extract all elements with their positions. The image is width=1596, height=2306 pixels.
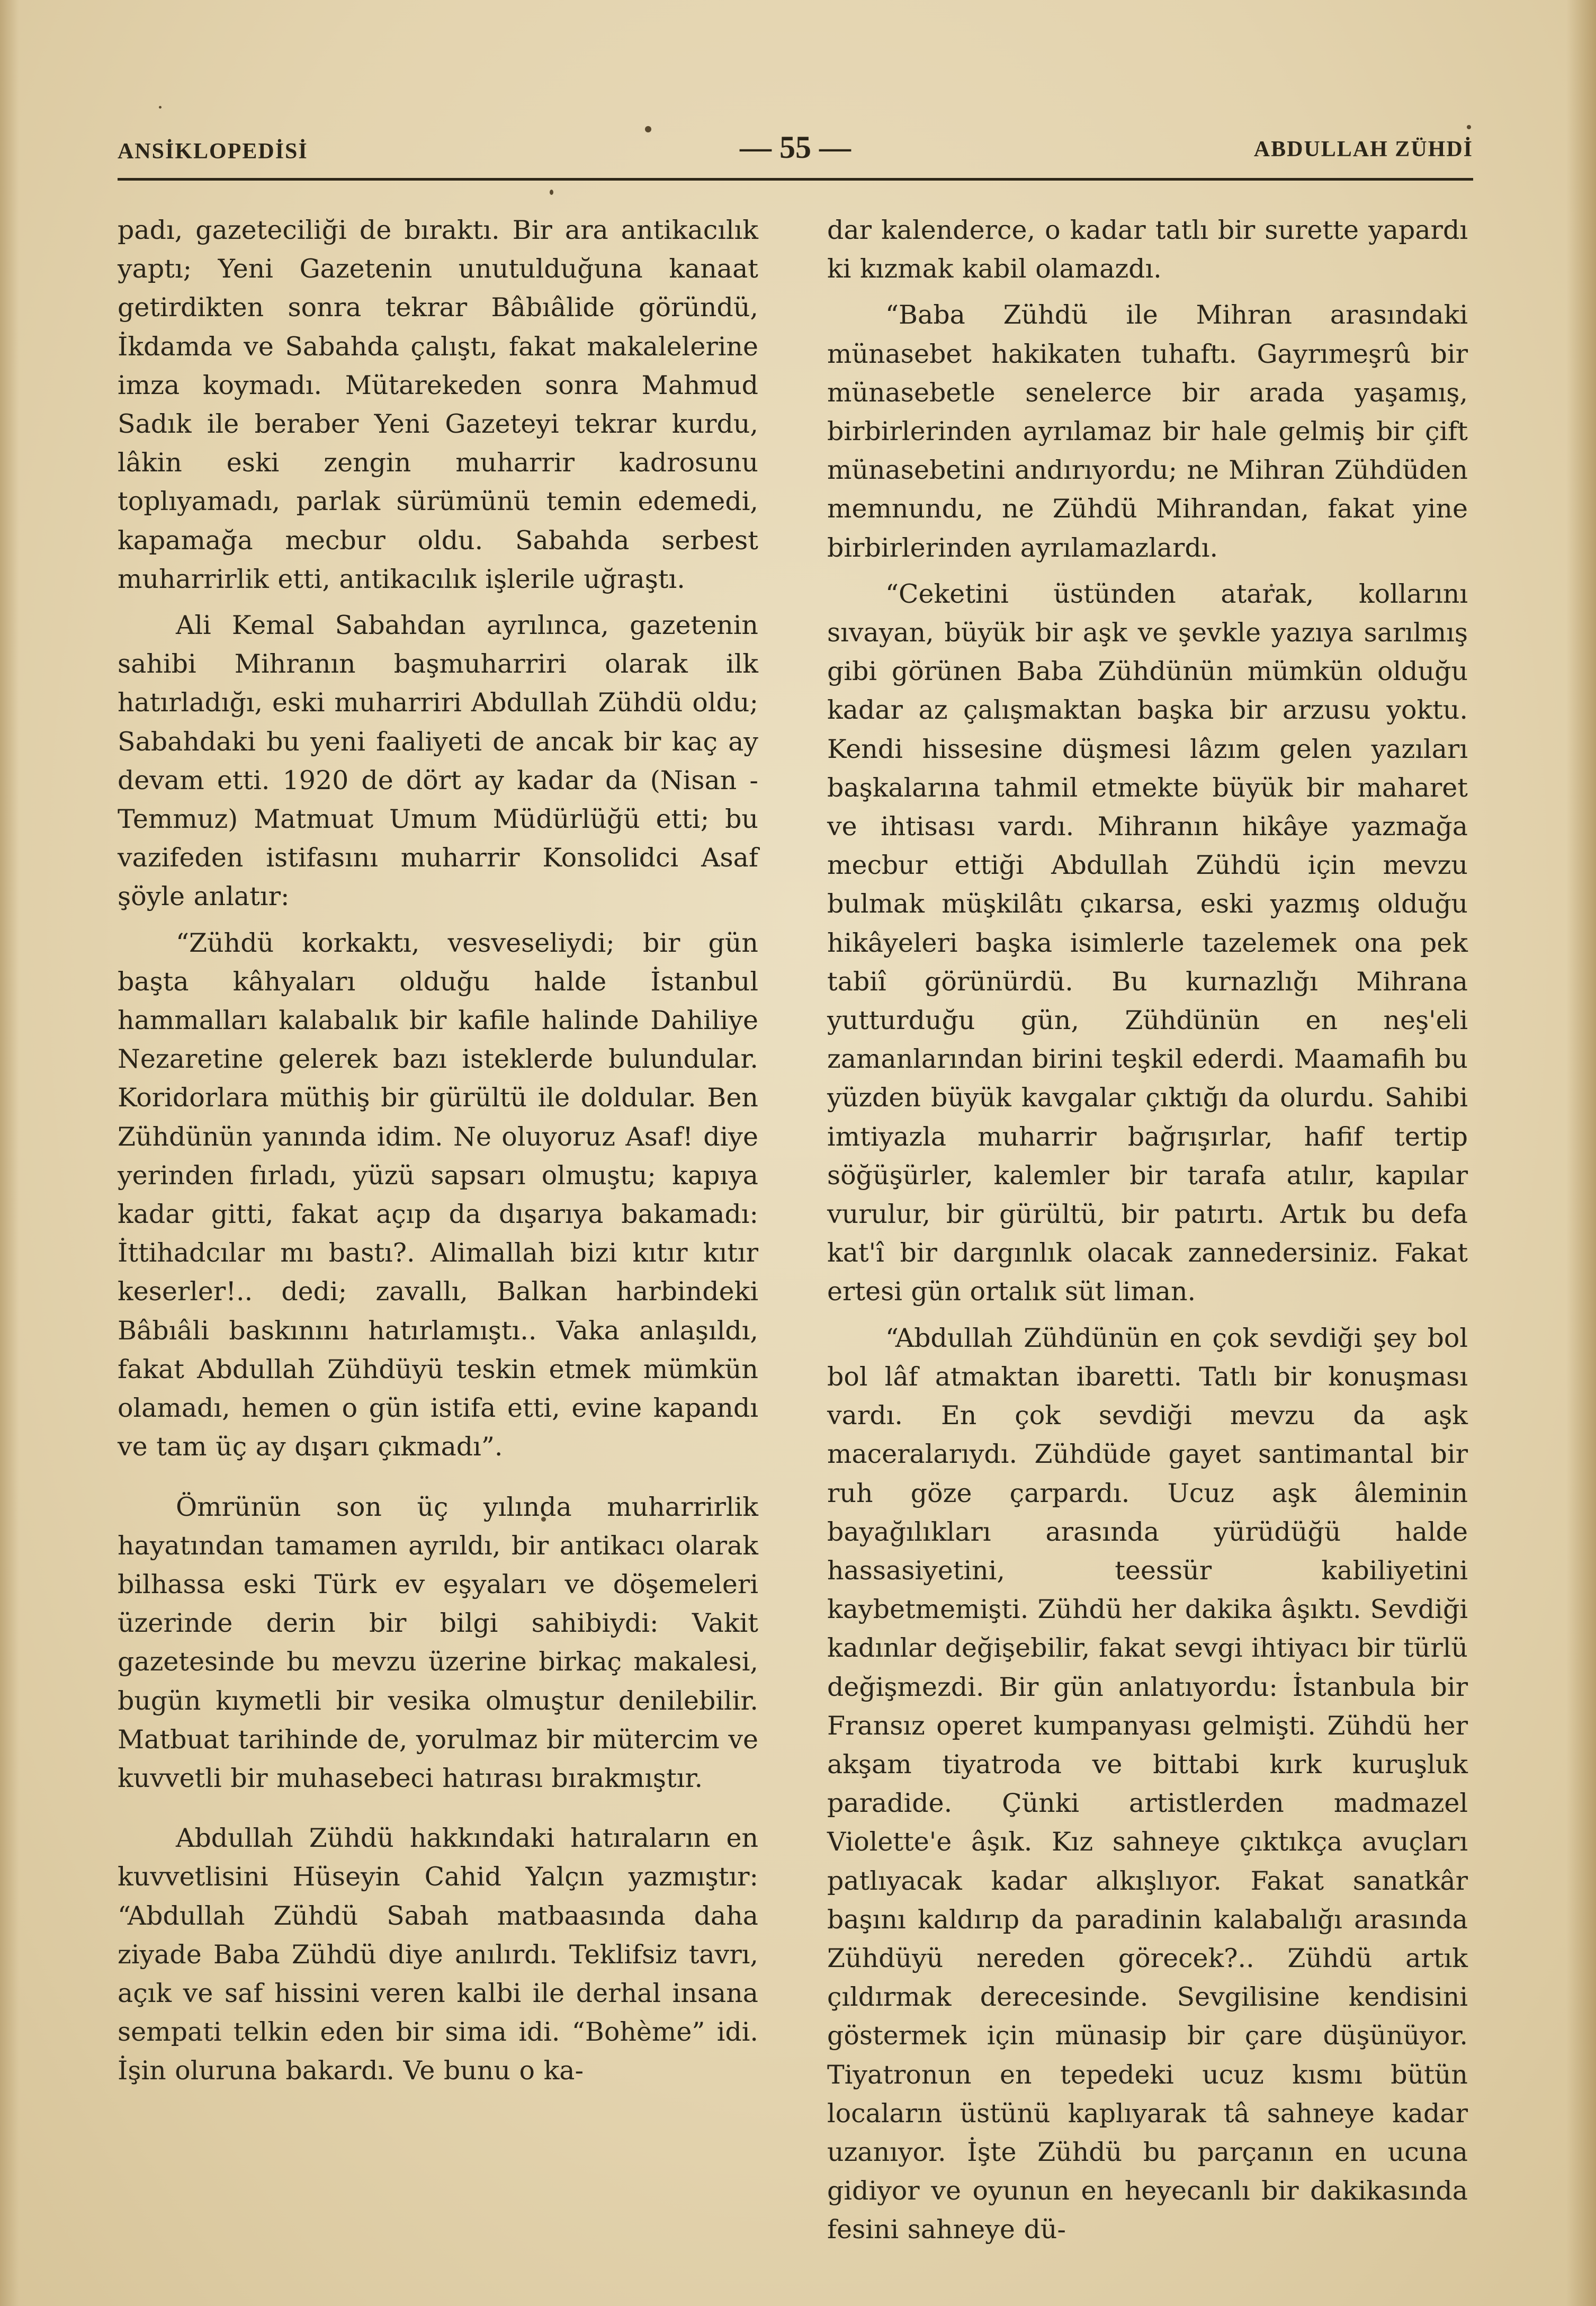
header-rule <box>118 178 1473 181</box>
page-edge-shadow-right <box>1566 0 1596 2306</box>
paragraph: Ömrünün son üç yılında muharrirlik hayatından tamamen ayrıldı, bir antikacı olarak bilhassa eski Türk ev eşyaları ve döşemeleri üzerinde derin bir bilgi sahibiydi: Vakit gazetesinde bu mevzu üzerine birkaç makalesi, bugün kıymetli bir vesika olmuştur denilebilir. Matbuat tarihinde de, yorulmaz bir mütercim ve kuvvetli bir muhasebeci hatırası bırakmıştır. <box>118 1491 758 1793</box>
quote-paragraph: “Baba Zühdü ile Mihran arasındaki münasebet hakikaten tuhaftı. Gayrımeşrû bir münasebetle senelerce bir arada yaşamış, birbirlerinden ayrılamaz bir hale gelmiş bir çift münasebetini andırıyordu; ne Mihran Zühdüden memnundu, ne Zühdü Mihrandan, fakat yine birbirlerinden ayrılamazlardı. <box>827 300 1468 563</box>
quote-paragraph: “Zühdü korkaktı, vesveseliydi; bir gün başta kâhyaları olduğu halde İstanbul hammalları kalabalık bir kafile halinde Dahiliye Nezaretine gelerek bazı isteklerde bulundular. Koridorlara müthiş bir gürültü ile doldular. Ben Zühdünün yanında idim. Ne oluyoruz Asaf! diye yerinden fırladı, yüzü sapsarı olmuştu; kapıya kadar gitti, fakat açıp da dışarıya bakamadı: İttihadcılar mı bastı?. Alimallah bizi kıtır kıtır keserler!.. dedi; zavallı, Balkan harbindeki Bâbıâli baskınını hatırlamıştı.. Vaka anlaşıldı, fakat Abdullah Zühdüyü teskin etmek mümkün olamadı, hemen o gün istifa etti, evine kapandı ve tam üç ay dışarı çıkmadı”. <box>118 927 758 1462</box>
page-header <box>118 126 1473 174</box>
running-head-right: ABDULLAH ZÜHDİ <box>1253 137 1473 162</box>
paragraph: dar kalenderce, o kadar tatlı bir surette yapardı ki kızmak kabil olamazdı. <box>827 215 1468 284</box>
paragraph: padı, gazeteciliği de bıraktı. Bir ara antikacılık yaptı; Yeni Gazetenin unutulduğuna kanaat getirdikten sonra tekrar Bâbıâlide göründü, İkdamda ve Sabahda çalıştı, fakat makalelerine imza koymadı. Mütarekeden sonra Mahmud Sadık ile beraber Yeni Gazeteyi tekrar kurdu, lâkin eski zengin muharrir kadrosunu toplıyamadı, parlak sürümünü temin edemedi, kapamağa mecbur oldu. Sabahda serbest muharrirlik etti, antikacılık işlerile uğraştı. <box>118 215 758 594</box>
left-column <box>118 211 758 2090</box>
right-column <box>827 211 1468 2249</box>
paragraph: Abdullah Zühdü hakkındaki hatıraların en kuvvetlisini Hüseyin Cahid Yalçın yazmıştır: “Abdullah Zühdü Sabah matbaasında daha ziyade Baba Zühdü diye anılırdı. Teklifsiz tavrı, açık ve saf hissini veren kalbi ile derhal insana sempati telkin eden bir sima idi. “Bohème” idi. İşin oluruna bakardı. Ve bunu o ka- <box>118 1823 758 2086</box>
quote-paragraph: “Abdullah Zühdünün en çok sevdiği şey bol bol lâf atmaktan ibaretti. Tatlı bir konuşması vardı. En çok sevdiği mevzu da aşk maceralarıydı. Zühdüde gayet santimantal bir ruh göze çarpardı. Ucuz aşk âleminin bayağılıkları arasında yürüdüğü halde hassasiyetini, teessür kabiliyetini kaybetmemişti. Zühdü her dakika âşıktı. Sevdiği kadınlar değişebilir, fakat sevgi ihtiyacı bir türlü değişmezdi. Bir gün anlatıyordu: İstanbula bir Fransız operet kumpanyası gelmişti. Zühdü her akşam tiyatroda ve bittabi kırk kuruşluk paradide. Çünki artistlerden madmazel Violette'e âşık. Kız sahneye çıktıkça avuçları patlıyacak kadar alkışlıyor. Fakat sanatkâr başını kaldırıp da paradinin kalabalığı arasında Zühdüyü nereden görecek?.. Zühdü artık çıldırmak derecesinde. Sevgilisine kendisini göstermek için münasip bir çare düşünüyor. Tiyatronun en tepedeki ucuz kısmı bütün locaların üstünü kaplıyarak tâ sahneye kadar uzanıyor. İşte Zühdü bu parçanın en ucuna gidiyor ve oyunun en heyecanlı bir dakikasında fesini sahneye dü- <box>827 1322 1468 2245</box>
quote-paragraph: “Ceketini üstünden atarak, kollarını sıvayan, büyük bir aşk ve şevkle yazıya sarılmış gibi görünen Baba Zühdünün mümkün olduğu kadar az çalışmaktan başka bir arzusu yoktu. Kendi hissesine düşmesi lâzım gelen yazıları başkalarına tahmil etmekte büyük bir maharet ve ihtisası vardı. Mihranın hikâye yazmağa mecbur ettiği Abdullah Zühdü için mevzu bulmak müşkilâtı çıkarsa, eski yazmış olduğu hikâyeleri başka isimlerle tazelemek ona pek tabiî görünürdü. Bu kurnazlığı Mihrana yutturduğu gün, Zühdünün en neş'eli zamanlarından birini teşkil ederdi. Maamafih bu yüzden büyük kavgalar çıktığı da olurdu. Sahibi imtiyazla muharrir bağrışırlar, hafif tertip söğüşürler, kalemler bir tarafa atılır, kapılar vurulur, bir gürültü, bir patırtı. Artık bu defa kat'î bir dargınlık olacak zannedersiniz. Fakat ertesi gün ortalık süt liman. <box>827 578 1468 1307</box>
paragraph: Ali Kemal Sabahdan ayrılınca, gazetenin sahibi Mihranın başmuharriri olarak ilk hatırladığı, eski muharriri Abdullah Zühdü oldu; Sabahdaki bu yeni faaliyeti de ancak bir kaç ay devam etti. 1920 de dört ay kadar da (Nisan - Temmuz) Matmuat Umum Müdürlüğü etti; bu vazifeden istifasını muharrir Konsolidci Asaf şöyle anlatır: <box>118 610 758 912</box>
running-head-left: ANSİKLOPEDİSİ <box>118 139 308 164</box>
page-number: — 55 — <box>740 130 851 165</box>
page-edge-shadow-left <box>0 0 19 2306</box>
